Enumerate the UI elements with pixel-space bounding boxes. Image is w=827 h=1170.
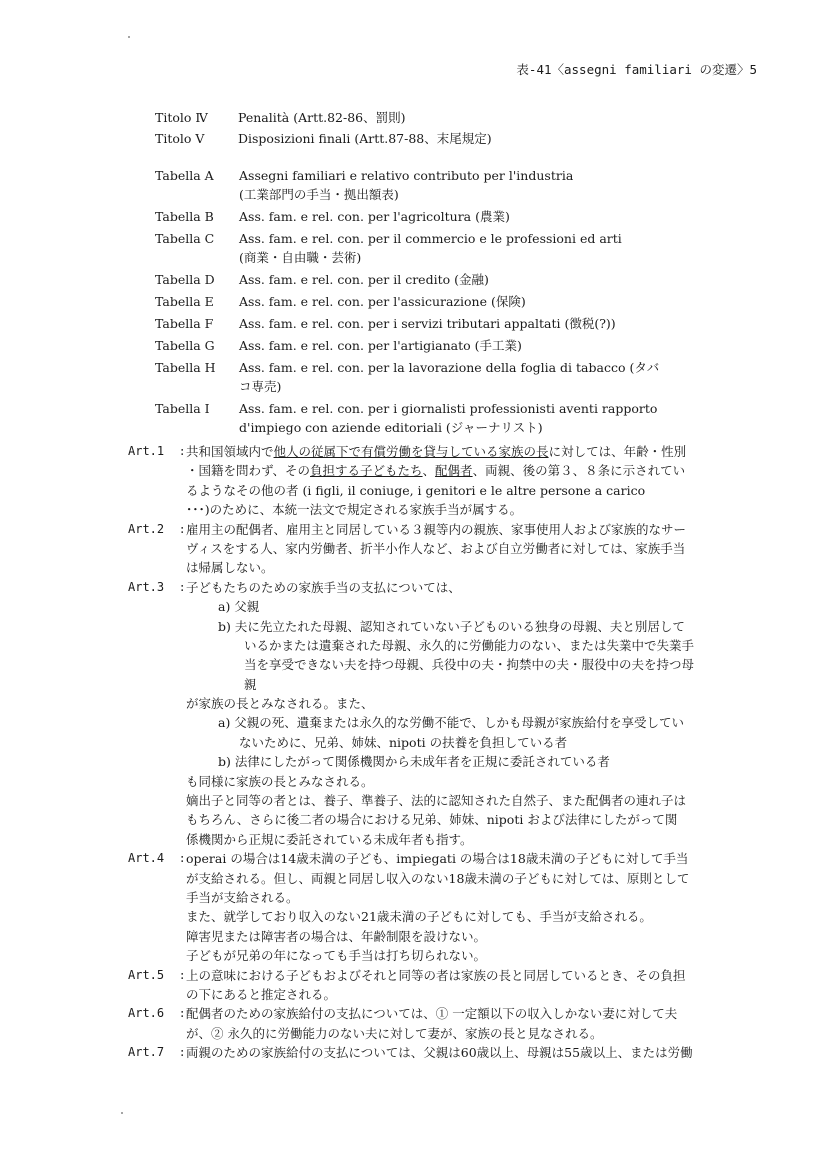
titolo-label: Titolo Ⅳ: [155, 110, 208, 125]
article-line: いるかまたは遺棄された母親、永久的に労働能力のない、または失業中で失業手: [244, 637, 695, 653]
article-2: Art.2 : 雇用主の配偶者、雇用主と同居している３親等内の親族、家事使用人および家族的なサー ヴィスをする人、家内労働者、折半小作人など、および自立労働者に対しては、家族手当 は帰属しない。: [128, 520, 768, 578]
article-label: Art.1: [128, 444, 165, 458]
article-line: 子どもたちのための家族手当の支払については、: [186, 579, 461, 595]
article-line: a) 父親: [218, 599, 260, 615]
article-line: a) 父親の死、遺棄または永久的な労働不能で、しかも母親が家族給付を享受してい: [218, 715, 685, 731]
tabella-line: Ass. fam. e rel. con. per la lavorazione della foglia di tabacco (タバ: [239, 360, 660, 375]
tabella-label: Tabella G: [155, 338, 215, 353]
tabella-label: Tabella F: [155, 316, 214, 331]
titolo-text: Disposizioni finali (Artt.87-88、末尾規定): [238, 131, 492, 146]
tabella-item: [155, 207, 765, 226]
article-line: b) 夫に先立たれた母親、認知されていない子どものいる独身の母親、夫と別居して: [218, 618, 685, 634]
article-line: 配偶者のための家族給付の支払については、① 一定額以下の収入しかない妻に対して夫: [186, 1006, 678, 1022]
article-line: ヴィスをする人、家内労働者、折半小作人など、および自立労働者に対しては、家族手当: [186, 540, 686, 556]
article-line: 雇用主の配偶者、雇用主と同居している３親等内の親族、家事使用人および家族的なサー: [186, 521, 687, 537]
tabella-line: (工業部門の手当・拠出額表): [239, 187, 399, 202]
tabella-label: Tabella H: [155, 360, 216, 375]
tabella-item: [155, 336, 765, 355]
tabella-label: Tabella B: [155, 209, 214, 224]
tabella-line: d'impiego con aziende editoriali (ジャーナリスト): [239, 420, 543, 435]
tabella-line: Ass. fam. e rel. con. per i giornalisti professionisti aventi rapporto: [239, 401, 658, 416]
tabella-label: Tabella I: [155, 401, 210, 416]
article-line: 嫡出子と同等の者とは、養子、準養子、法的に認知された自然子、また配偶者の連れ子は: [186, 793, 687, 809]
tabella-item: [155, 314, 765, 333]
tabella-label: Tabella C: [155, 231, 215, 246]
article-6: Art.6 : 配偶者のための家族給付の支払については、① 一定額以下の収入しかない妻に対して夫 が、② 永久的に労働能力のない夫に対して妻が、家族の長と見なされる。: [128, 1004, 768, 1043]
article-line: ・国籍を問わず、その負担する子どもたち、配偶者、両親、後の第３、８条に示されてい: [186, 463, 686, 479]
article-line: が家族の長とみなされる。また、: [186, 696, 374, 712]
tabella-line: Ass. fam. e rel. con. per il commercio e le professioni ed arti: [239, 231, 622, 246]
tabella-line: Ass. fam. e rel. con. per il credito (金融): [239, 272, 489, 287]
article-line: 障害児または障害者の場合は、年齢制限を設けない。: [186, 928, 487, 944]
article-line: もちろん、さらに後二者の場合における兄弟、姉妹、nipoti および法律にしたがって関: [186, 812, 678, 828]
article-label: Art.4: [128, 851, 165, 866]
article-7: Art.7 : 両親のための家族給付の支払については、父親は60歳以上、母親は55歳以上、または労働: [128, 1043, 768, 1062]
titolo-label: Titolo Ⅴ: [155, 131, 205, 146]
article-line: は帰属しない。: [186, 560, 274, 576]
article-5: Art.5 : 上の意味における子どもおよびそれと同等の者は家族の長と同居しているとき、その負担 の下にあると推定される。: [128, 966, 768, 1005]
tabella-item: [155, 166, 765, 204]
article-line: また、就学しており収入のない21歳未満の子どもに対しても、手当が支給される。: [186, 909, 652, 925]
article-3: Art.3 : 子どもたちのための家族手当の支払については、 a) 父親 b) 夫に先立たれた母親、認知されていない子どものいる独身の母親、夫と別居して いるかまたは遺棄された母親、永久的に労働能力のない、または失業中で失業手 当を享受できない夫を持つ母親、兵役中の夫・拘禁中の夫・服役中の夫を持つ母 親 が家族の長とみなされる。また、 a) 父親の死、遺棄または永久的な労働不能で、しかも母親が家族給付を享受してい ないために、兄弟、姉妹、nipoti の扶養を負担している者 b) 法律にしたがって関係機関から未成年者を正規に委託されている者 も同様に家族の長とみなされる。 嫡出子と同等の者とは、養子、準養子、法的に認知された自然子、また配偶者の連れ子は もちろん、さらに後二者の場合における兄弟、姉妹、nipoti および法律にしたがって関 係機関から正規に委託されている未成年者も指す。: [128, 578, 768, 849]
tabella-line: コ専売): [239, 379, 282, 394]
article-label: Art.3: [128, 579, 165, 594]
scan-speck: [121, 1112, 123, 1114]
tabelle-list: [155, 166, 765, 440]
page-header: 表-41〈assegni familiari の変遷〉5: [516, 62, 757, 77]
article-line: ないために、兄弟、姉妹、nipoti の扶養を負担している者: [239, 734, 568, 750]
article-line: の下にあると推定される。: [186, 986, 337, 1002]
tabella-line: Assegni familiari e relativo contributo per l'industria: [239, 168, 574, 183]
article-label: Art.7: [128, 1045, 165, 1060]
scan-speck: [128, 36, 130, 38]
article-label: Art.2: [128, 521, 165, 536]
article-line: 当を享受できない夫を持つ母親、兵役中の夫・拘禁中の夫・服役中の夫を持つ母: [244, 657, 695, 673]
tabella-line: Ass. fam. e rel. con. per l'assicurazione (保険): [239, 294, 526, 309]
tabella-item: [155, 399, 765, 437]
article-line: 上の意味における子どもおよびそれと同等の者は家族の長と同居しているとき、その負担: [186, 967, 686, 983]
article-line: 親: [244, 676, 257, 692]
tabella-item: [155, 292, 765, 311]
article-line: 共和国領域内で他人の従属下で有償労働を貸与している家族の長に対しては、年齢・性別: [186, 444, 687, 459]
articles-section: [128, 442, 768, 1063]
article-line: 両親のための家族給付の支払については、父親は60歳以上、母親は55歳以上、または労働: [186, 1045, 693, 1061]
article-line: が、② 永久的に労働能力のない夫に対して妻が、家族の長と見なされる。: [186, 1025, 603, 1041]
tabella-item: [155, 229, 765, 267]
tabella-line: Ass. fam. e rel. con. per i servizi tributari appaltati (徴税(?)): [239, 316, 616, 331]
article-line: operai の場合は14歳未満の子ども、impiegati の場合は18歳未満の子どもに対して手当: [186, 851, 689, 867]
article-line: 子どもが兄弟の年になっても手当は打ち切られない。: [186, 948, 487, 964]
tabella-item: [155, 358, 765, 396]
article-line: も同様に家族の長とみなされる。: [186, 773, 374, 789]
tabella-line: Ass. fam. e rel. con. per l'artigianato (手工業): [239, 338, 522, 353]
article-4: Art.4 : operai の場合は14歳未満の子ども、impiegati の場合は18歳未満の子どもに対して手当 が支給される。但し、両親と同居し収入のない18歳未満の子どもに対しては、原則として 手当が支給される。 また、就学しており収入のない21歳未満の子どもに対しても、手当が支給される。 障害児または障害者の場合は、年齢制限を設けない。 子どもが兄弟の年になっても手当は打ち切られない。: [128, 849, 768, 965]
tabella-item: [155, 270, 765, 289]
article-line: るようなその他の者 (i figli, il coniuge, i genitori e le altre persone a carico: [186, 482, 646, 498]
article-line: が支給される。但し、両親と同居し収入のない18歳未満の子どもに対しては、原則として: [186, 870, 690, 886]
titolo-text: Penalità (Artt.82-86、罰則): [238, 110, 406, 125]
tabella-line: (商業・自由職・芸術): [239, 250, 362, 265]
tabella-label: Tabella A: [155, 168, 214, 183]
tabella-label: Tabella E: [155, 294, 214, 309]
article-label: Art.6: [128, 1006, 165, 1021]
article-label: Art.5: [128, 967, 165, 982]
article-1: Art.1 : 共和国領域内で他人の従属下で有償労働を貸与している家族の長に対しては、年齢・性別 ・国籍を問わず、その負担する子どもたち、配偶者、両親、後の第３、８条に示されてい るようなその他の者 (i figli, il coniuge, i genitori e le altre persone a carico ･･･)のために、本統一法文で規定される家族手当が属する。: [128, 442, 768, 520]
article-line: 係機関から正規に委託されている未成年者も指す。: [186, 831, 473, 847]
titolo-row: [155, 129, 775, 150]
article-line: ･･･)のために、本統一法文で規定される家族手当が属する。: [186, 502, 523, 518]
article-line: b) 法律にしたがって関係機関から未成年者を正規に委託されている者: [218, 754, 610, 770]
titolo-row: [155, 108, 775, 129]
tabella-line: Ass. fam. e rel. con. per l'agricoltura (農業): [239, 209, 510, 224]
article-line: 手当が支給される。: [186, 889, 299, 905]
titolo-section: [155, 108, 775, 150]
tabella-label: Tabella D: [155, 272, 215, 287]
